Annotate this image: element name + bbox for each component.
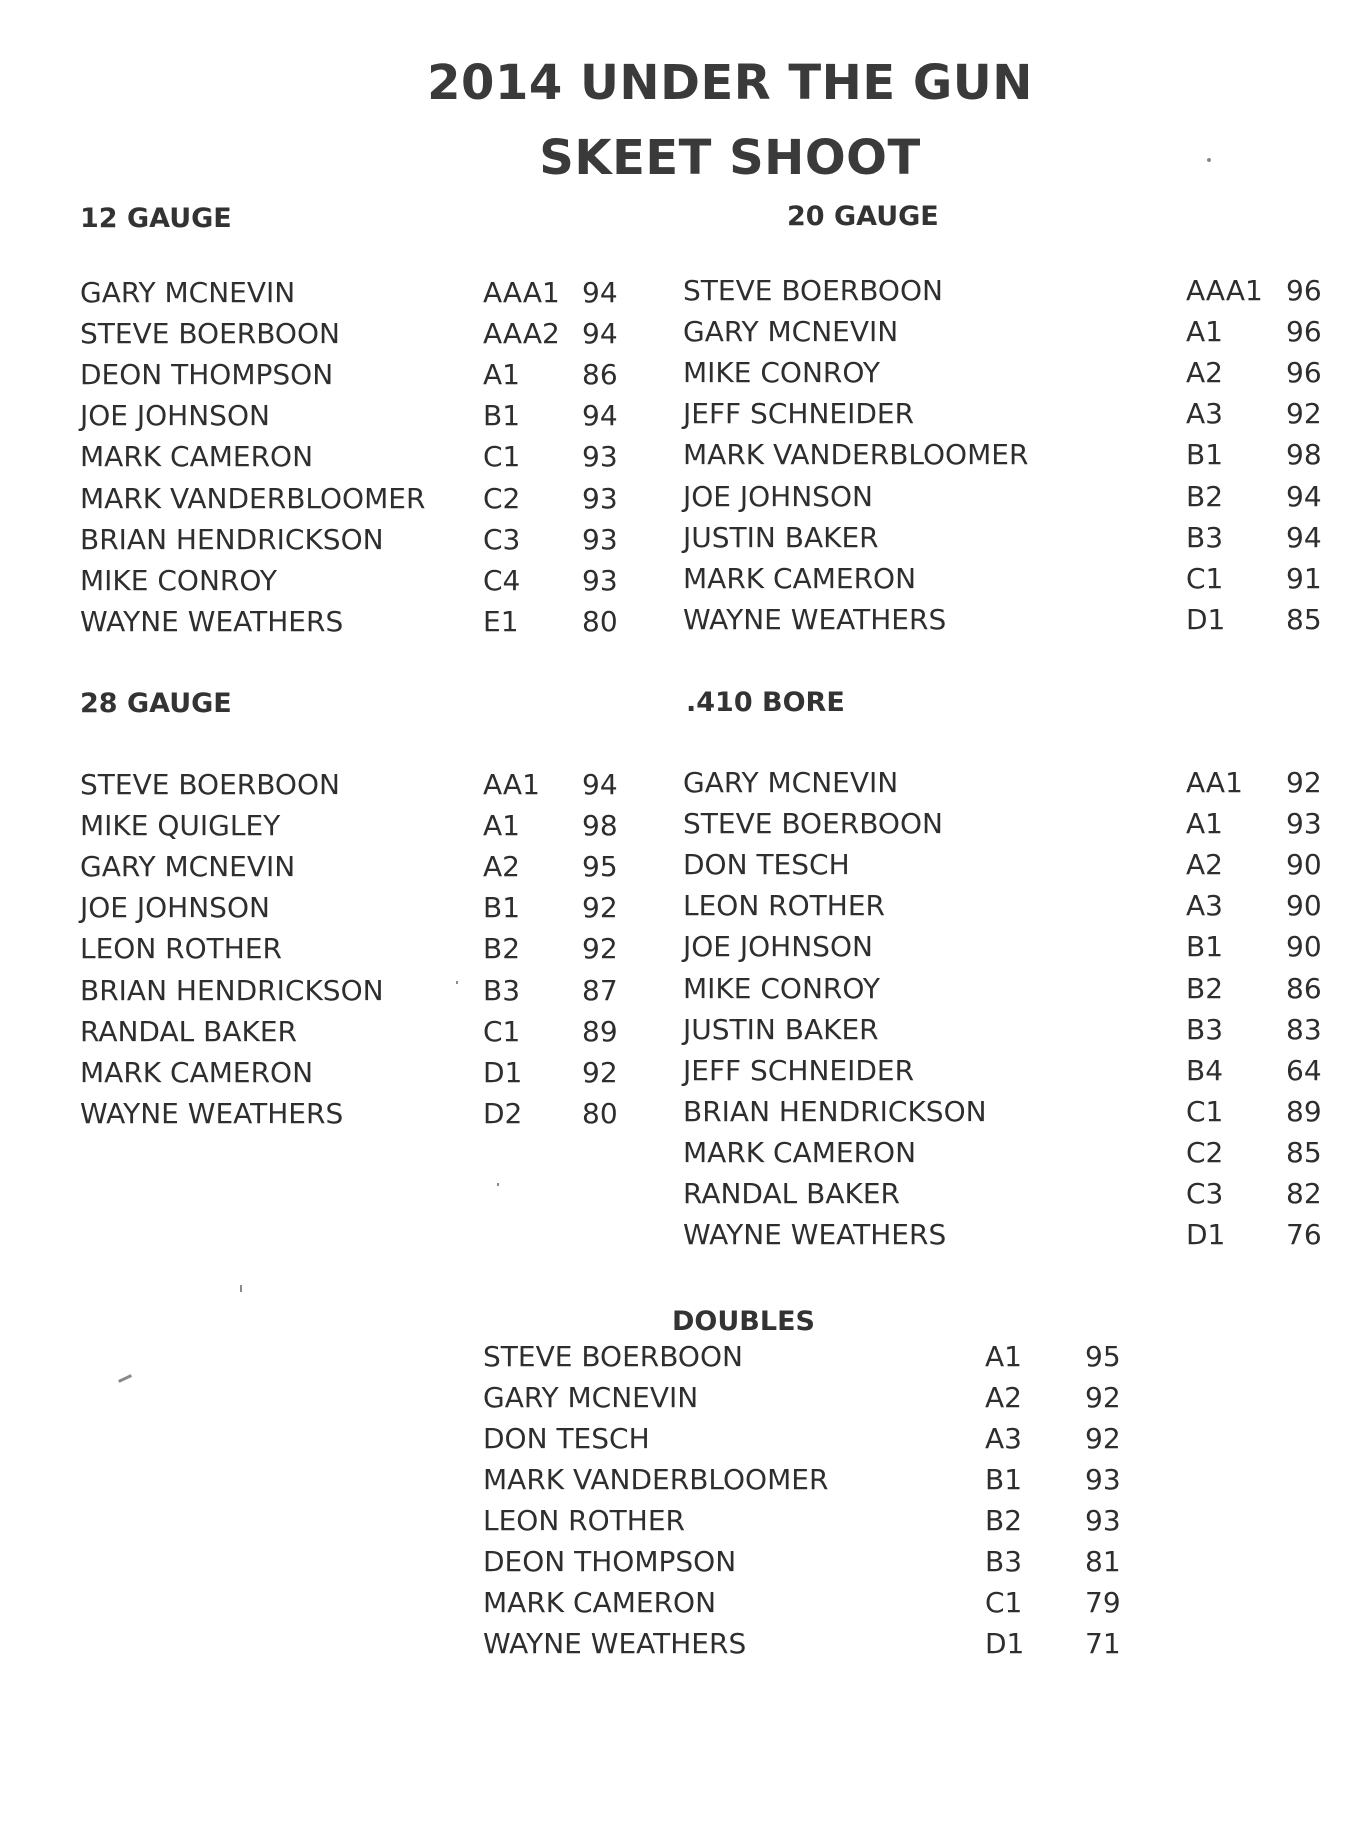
shooter-score: 85 xyxy=(1286,602,1322,636)
shooter-name: BRIAN HENDRICKSON xyxy=(80,522,384,556)
shooter-score: 92 xyxy=(1085,1381,1121,1414)
shooter-class: A2 xyxy=(483,850,520,884)
shooter-name: DEON THOMPSON xyxy=(80,358,334,392)
shooter-name: JEFF SCHNEIDER xyxy=(683,1053,915,1087)
shooter-name: WAYNE WEATHERS xyxy=(80,1096,344,1130)
shooter-class: A1 xyxy=(1186,807,1223,841)
section-doubles xyxy=(672,1306,815,1337)
shooter-class: B3 xyxy=(1186,1012,1224,1046)
shooter-name: STEVE BOERBOON xyxy=(683,274,943,307)
shooter-name: WAYNE WEATHERS xyxy=(683,602,947,636)
shooter-class: A1 xyxy=(483,809,520,843)
shooter-score: 96 xyxy=(1286,315,1322,349)
shooter-class: A1 xyxy=(483,358,520,392)
shooter-class: C1 xyxy=(483,1014,521,1048)
shooter-name: JOE JOHNSON xyxy=(683,930,873,964)
shooter-score: 93 xyxy=(582,481,618,515)
shooter-class: D1 xyxy=(483,1055,523,1089)
shooter-score: 92 xyxy=(1286,397,1322,431)
shooter-name: DEON THOMPSON xyxy=(483,1545,737,1578)
shooter-name: DON TESCH xyxy=(683,848,850,882)
shooter-name: STEVE BOERBOON xyxy=(80,768,340,801)
shooter-name: JOE JOHNSON xyxy=(683,479,873,513)
shooter-class: A2 xyxy=(1186,356,1223,390)
shooter-score: 94 xyxy=(1286,479,1322,513)
scan-speck xyxy=(118,1374,132,1383)
shooter-name: MIKE CONROY xyxy=(683,356,880,390)
shooter-class: B2 xyxy=(483,932,521,966)
shooter-score: 94 xyxy=(582,768,618,801)
shooter-score: 96 xyxy=(1286,274,1322,307)
shooter-name: MARK VANDERBLOOMER xyxy=(483,1463,829,1496)
shooter-score: 93 xyxy=(1085,1504,1121,1537)
shooter-score: 93 xyxy=(1085,1463,1121,1496)
shooter-score: 90 xyxy=(1286,930,1322,964)
shooter-score: 94 xyxy=(582,317,618,351)
shooter-class: A2 xyxy=(1186,848,1223,882)
shooter-score: 83 xyxy=(1286,1012,1322,1046)
shooter-name: MARK CAMERON xyxy=(683,1135,917,1169)
shooter-score: 90 xyxy=(1286,848,1322,882)
shooter-score: 98 xyxy=(582,809,618,843)
shooter-class: AAA1 xyxy=(483,276,560,309)
shooter-class: C2 xyxy=(1186,1135,1224,1169)
shooter-name: STEVE BOERBOON xyxy=(683,807,943,841)
shooter-class: C1 xyxy=(1186,1094,1224,1128)
shooter-class: A3 xyxy=(1186,397,1223,431)
shooter-score: 98 xyxy=(1286,438,1322,472)
shooter-class: B3 xyxy=(1186,520,1224,554)
shooter-class: D1 xyxy=(985,1627,1025,1660)
shooter-score: 93 xyxy=(582,563,618,597)
shooter-score: 64 xyxy=(1286,1053,1322,1087)
shooter-score: 94 xyxy=(582,399,618,433)
shooter-class: E1 xyxy=(483,604,519,638)
shooter-class: C1 xyxy=(985,1586,1023,1619)
shooter-score: 94 xyxy=(582,276,618,309)
shooter-class: A1 xyxy=(1186,315,1223,349)
shooter-class: A3 xyxy=(1186,889,1223,923)
shooter-score: 76 xyxy=(1286,1218,1322,1252)
shooter-score: 95 xyxy=(1085,1340,1121,1373)
section-heading: 28 GAUGE xyxy=(80,688,232,719)
shooter-score: 82 xyxy=(1286,1177,1322,1210)
shooter-name: JOE JOHNSON xyxy=(80,399,270,433)
shooter-score: 95 xyxy=(582,850,618,884)
shooter-name: WAYNE WEATHERS xyxy=(483,1627,747,1660)
shooter-class: AA1 xyxy=(1186,766,1243,799)
shooter-score: 92 xyxy=(582,932,618,966)
shooter-class: AA1 xyxy=(483,768,540,801)
shooter-score: 71 xyxy=(1085,1627,1121,1660)
shooter-name: JUSTIN BAKER xyxy=(683,1012,879,1046)
shooter-name: JOE JOHNSON xyxy=(80,891,270,925)
shooter-score: 86 xyxy=(582,358,618,392)
shooter-class: B3 xyxy=(985,1545,1023,1578)
shooter-class: B2 xyxy=(1186,971,1224,1005)
section-heading: 12 GAUGE xyxy=(80,203,232,234)
shooter-score: 96 xyxy=(1286,356,1322,390)
shooter-name: MARK CAMERON xyxy=(483,1586,717,1619)
shooter-class: A1 xyxy=(985,1340,1022,1373)
shooter-class: B1 xyxy=(483,399,521,433)
shooter-score: 92 xyxy=(1286,766,1322,799)
shooter-score: 93 xyxy=(582,522,618,556)
shooter-name: MIKE QUIGLEY xyxy=(80,809,281,843)
shooter-score: 91 xyxy=(1286,561,1322,595)
shooter-score: 93 xyxy=(1286,807,1322,841)
shooter-name: LEON ROTHER xyxy=(683,889,885,923)
shooter-name: GARY MCNEVIN xyxy=(80,850,296,884)
shooter-name: STEVE BOERBOON xyxy=(80,317,340,351)
shooter-score: 86 xyxy=(1286,971,1322,1005)
section-410-bore xyxy=(686,687,845,718)
shooter-name: GARY MCNEVIN xyxy=(483,1381,699,1414)
scan-speck xyxy=(497,1183,499,1186)
shooter-name: MARK CAMERON xyxy=(80,440,314,474)
shooter-class: B2 xyxy=(985,1504,1023,1537)
page-title-line-1: 2014 UNDER THE GUN xyxy=(427,55,1033,111)
shooter-name: GARY MCNEVIN xyxy=(683,766,899,799)
shooter-class: C1 xyxy=(1186,561,1224,595)
shooter-name: GARY MCNEVIN xyxy=(80,276,296,309)
shooter-name: RANDAL BAKER xyxy=(683,1177,901,1210)
section-heading: DOUBLES xyxy=(672,1306,815,1337)
shooter-class: AAA1 xyxy=(1186,274,1263,307)
shooter-name: WAYNE WEATHERS xyxy=(683,1218,947,1252)
shooter-score: 90 xyxy=(1286,889,1322,923)
shooter-score: 93 xyxy=(582,440,618,474)
shooter-name: RANDAL BAKER xyxy=(80,1014,298,1048)
section-28-gauge xyxy=(80,688,232,719)
section-heading: 20 GAUGE xyxy=(787,201,939,232)
shooter-class: A2 xyxy=(985,1381,1022,1414)
shooter-class: B1 xyxy=(1186,930,1224,964)
shooter-class: C2 xyxy=(483,481,521,515)
shooter-score: 80 xyxy=(582,604,618,638)
shooter-class: B3 xyxy=(483,973,521,1007)
shooter-score: 80 xyxy=(582,1096,618,1130)
shooter-class: C4 xyxy=(483,563,521,597)
shooter-class: B1 xyxy=(1186,438,1224,472)
shooter-name: BRIAN HENDRICKSON xyxy=(80,973,384,1007)
shooter-class: B1 xyxy=(483,891,521,925)
section-heading: .410 BORE xyxy=(686,687,845,718)
shooter-name: MARK VANDERBLOOMER xyxy=(80,481,426,515)
shooter-name: BRIAN HENDRICKSON xyxy=(683,1094,987,1128)
shooter-name: GARY MCNEVIN xyxy=(683,315,899,349)
shooter-name: MIKE CONROY xyxy=(80,563,277,597)
shooter-score: 85 xyxy=(1286,1135,1322,1169)
shooter-score: 79 xyxy=(1085,1586,1121,1619)
shooter-class: B1 xyxy=(985,1463,1023,1496)
shooter-name: LEON ROTHER xyxy=(483,1504,685,1537)
shooter-score: 92 xyxy=(582,891,618,925)
shooter-name: MARK CAMERON xyxy=(80,1055,314,1089)
shooter-class: C3 xyxy=(483,522,521,556)
shooter-score: 81 xyxy=(1085,1545,1121,1578)
shooter-name: MARK CAMERON xyxy=(683,561,917,595)
shooter-name: STEVE BOERBOON xyxy=(483,1340,743,1373)
shooter-class: C3 xyxy=(1186,1177,1224,1210)
shooter-name: LEON ROTHER xyxy=(80,932,282,966)
scan-speck xyxy=(456,981,458,984)
scan-speck xyxy=(1207,158,1211,162)
shooter-class: A3 xyxy=(985,1422,1022,1455)
shooter-class: B4 xyxy=(1186,1053,1224,1087)
shooter-class: B2 xyxy=(1186,479,1224,513)
shooter-name: WAYNE WEATHERS xyxy=(80,604,344,638)
shooter-score: 92 xyxy=(582,1055,618,1089)
shooter-score: 89 xyxy=(582,1014,618,1048)
shooter-class: D1 xyxy=(1186,602,1226,636)
shooter-name: MIKE CONROY xyxy=(683,971,880,1005)
section-20-gauge xyxy=(787,201,939,232)
shooter-class: C1 xyxy=(483,440,521,474)
shooter-score: 92 xyxy=(1085,1422,1121,1455)
scan-speck xyxy=(240,1285,242,1292)
shooter-score: 89 xyxy=(1286,1094,1322,1128)
shooter-name: DON TESCH xyxy=(483,1422,650,1455)
shooter-score: 94 xyxy=(1286,520,1322,554)
page-title-line-2: SKEET SHOOT xyxy=(539,130,921,186)
shooter-class: D1 xyxy=(1186,1218,1226,1252)
shooter-class: D2 xyxy=(483,1096,523,1130)
shooter-name: MARK VANDERBLOOMER xyxy=(683,438,1029,472)
shooter-name: JUSTIN BAKER xyxy=(683,520,879,554)
shooter-class: AAA2 xyxy=(483,317,560,351)
shooter-name: JEFF SCHNEIDER xyxy=(683,397,915,431)
section-12-gauge xyxy=(80,203,232,234)
shooter-score: 87 xyxy=(582,973,618,1007)
